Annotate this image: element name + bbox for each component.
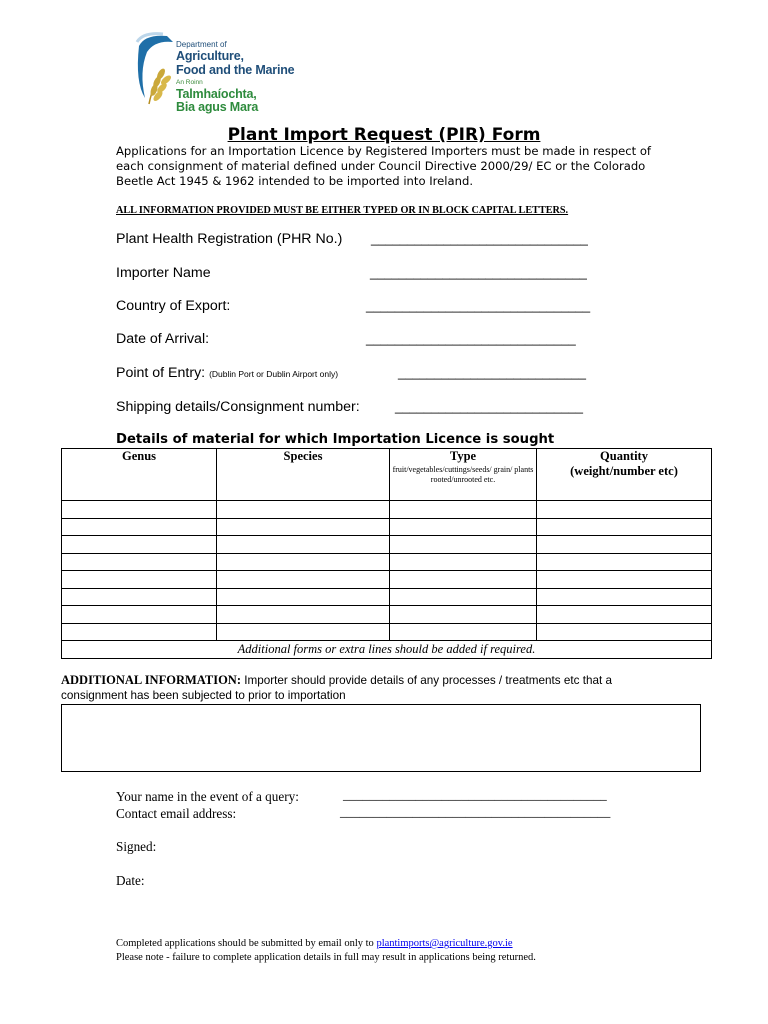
table-header-row — [62, 449, 712, 501]
type-cell[interactable] — [390, 623, 537, 641]
point-of-entry-text: Point of Entry: — [116, 365, 206, 381]
additional-info-text — [61, 673, 681, 703]
table-row — [62, 536, 712, 554]
phr-label: Plant Health Registration (PHR No.) — [116, 231, 343, 247]
type-cell[interactable] — [390, 553, 537, 571]
phr-input[interactable]: ______________________________ — [371, 231, 588, 246]
additional-info-box[interactable] — [61, 704, 701, 772]
genus-cell[interactable] — [62, 571, 217, 589]
table-row — [62, 518, 712, 536]
quantity-cell[interactable] — [537, 553, 712, 571]
date-label: Date: — [116, 873, 145, 888]
species-cell[interactable] — [217, 518, 390, 536]
species-cell[interactable] — [217, 553, 390, 571]
quantity-cell[interactable] — [537, 536, 712, 554]
submission-email-link[interactable]: plantimports@agriculture.gov.ie — [376, 938, 513, 949]
returned-warning: Please note - failure to complete application details in full may result in applications being returned. — [116, 952, 536, 963]
contact-email-label: Contact email address: — [116, 806, 237, 821]
quantity-cell[interactable] — [537, 518, 712, 536]
table-row — [62, 588, 712, 606]
material-table-heading: Details of material for which Importation Licence is sought — [116, 432, 555, 447]
genus-cell[interactable] — [62, 536, 217, 554]
species-cell[interactable] — [217, 606, 390, 624]
quantity-header — [537, 449, 712, 501]
block-capitals-notice: ALL INFORMATION PROVIDED MUST BE EITHER TYPED OR IN BLOCK CAPITAL LETTERS. — [116, 205, 569, 216]
contact-email-input[interactable]: _________________________________________ — [340, 804, 611, 819]
genus-header: Genus — [62, 449, 217, 501]
date-of-arrival-label: Date of Arrival: — [116, 331, 210, 347]
species-cell[interactable] — [217, 571, 390, 589]
wheat-emblem-icon — [133, 32, 177, 116]
quantity-cell[interactable] — [537, 501, 712, 519]
query-name-input[interactable]: ________________________________________ — [343, 787, 607, 802]
importer-name-label: Importer Name — [116, 265, 211, 281]
type-cell[interactable] — [390, 588, 537, 606]
type-cell[interactable] — [390, 518, 537, 536]
logo-dept-line2: Food and the Marine — [176, 62, 295, 77]
species-cell[interactable] — [217, 501, 390, 519]
material-table — [61, 448, 712, 659]
date-of-arrival-input[interactable]: _____________________________ — [366, 331, 576, 346]
genus-cell[interactable] — [62, 501, 217, 519]
submission-instruction: Completed applications should be submitted by email only to — [116, 938, 377, 949]
genus-cell[interactable] — [62, 553, 217, 571]
species-header: Species — [217, 449, 390, 501]
logo-ga-prefix: An Roinn — [176, 79, 203, 86]
quantity-cell[interactable] — [537, 606, 712, 624]
species-cell[interactable] — [217, 588, 390, 606]
genus-cell[interactable] — [62, 588, 217, 606]
country-of-export-input[interactable]: _______________________________ — [366, 298, 591, 313]
table-note-row — [62, 641, 712, 659]
intro-paragraph: Applications for an Importation Licence by Registered Importers must be made in respect of each consignment of material defined under Council Directive 2000/29/ EC or the Colorado Beetle Act 1945 & 1962 intended to be imported into Ireland. — [116, 144, 652, 188]
genus-cell[interactable] — [62, 606, 217, 624]
table-row — [62, 606, 712, 624]
logo-dept-line1: Agriculture, — [176, 49, 244, 63]
form-title: Plant Import Request (PIR) Form — [227, 125, 541, 145]
type-cell[interactable] — [390, 571, 537, 589]
query-name-label: Your name in the event of a query: — [116, 789, 299, 804]
quantity-cell[interactable] — [537, 571, 712, 589]
genus-cell[interactable] — [62, 518, 217, 536]
country-of-export-label: Country of Export: — [116, 298, 231, 314]
quantity-cell[interactable] — [537, 623, 712, 641]
table-row — [62, 623, 712, 641]
type-cell[interactable] — [390, 606, 537, 624]
quantity-cell[interactable] — [537, 588, 712, 606]
logo-ga-line1: Talmhaíochta, — [176, 86, 257, 101]
signed-label: Signed: — [116, 839, 157, 854]
extra-lines-note: Additional forms or extra lines should be added if required. — [62, 641, 712, 659]
quantity-header-note: (weight/number etc) — [570, 464, 678, 478]
type-cell[interactable] — [390, 501, 537, 519]
submission-footer — [116, 937, 536, 965]
shipping-details-label: Shipping details/Consignment number: — [116, 399, 360, 415]
logo-ga-line2: Bia agus Mara — [176, 100, 259, 114]
type-header-note: fruit/vegetables/cuttings/seeds/ grain/ plants rooted/unrooted etc. — [392, 465, 534, 484]
logo-dept-prefix: Department of — [176, 40, 227, 49]
point-of-entry-label — [116, 365, 338, 381]
species-cell[interactable] — [217, 536, 390, 554]
additional-info-label: ADDITIONAL INFORMATION: — [61, 673, 241, 687]
species-cell[interactable] — [217, 623, 390, 641]
table-row — [62, 571, 712, 589]
point-of-entry-note: (Dublin Port or Dublin Airport only) — [209, 369, 339, 379]
type-header — [390, 449, 537, 501]
type-header-label: Type — [449, 449, 477, 463]
type-cell[interactable] — [390, 536, 537, 554]
shipping-details-input[interactable]: __________________________ — [395, 399, 583, 414]
table-row — [62, 553, 712, 571]
point-of-entry-input[interactable]: __________________________ — [398, 365, 586, 380]
genus-cell[interactable] — [62, 623, 217, 641]
quantity-header-label: Quantity — [600, 449, 648, 463]
department-logo — [133, 32, 323, 116]
table-row — [62, 501, 712, 519]
additional-info-description: Importer should provide details of any processes / treatments etc that a consignment has been subjected to prior to importation — [61, 674, 612, 702]
importer-name-input[interactable]: ______________________________ — [370, 265, 587, 280]
